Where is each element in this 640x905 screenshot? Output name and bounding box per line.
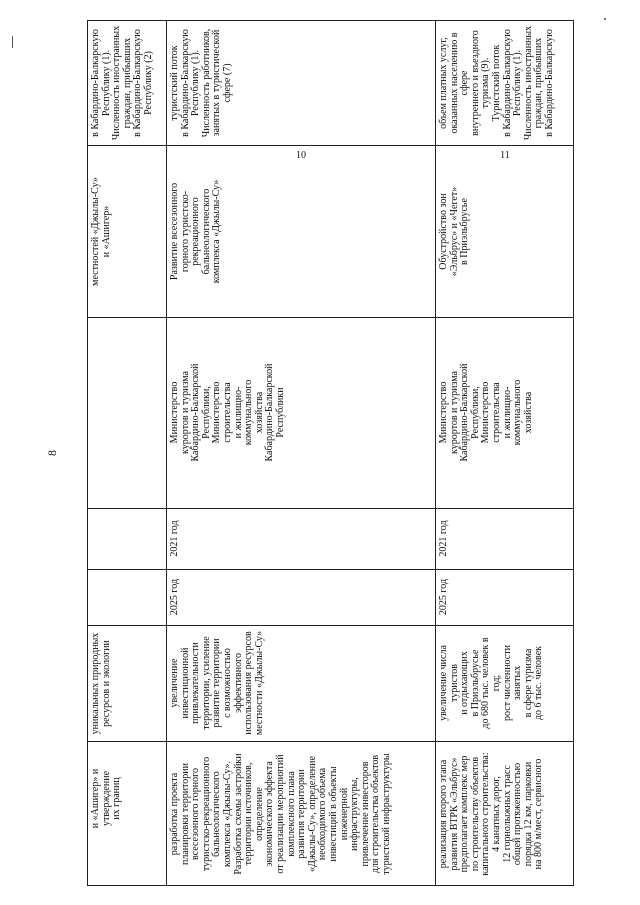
row10-start: 2021 год xyxy=(169,520,180,557)
continuation-goal: уникальных природных ресурсов и экологии xyxy=(90,632,112,735)
row11-name: Обустройство зон «Эльбрус» и «Чегет» в Приэльбрусье xyxy=(438,186,471,277)
row11-end: 2025 год xyxy=(438,578,449,616)
page-number: 8 xyxy=(45,450,59,456)
row10-goal: увеличение инвестиционной привлекательности территории, усиление развитие территории с возможностью эффективного использования ресурсов местности «Джылы-Су» xyxy=(169,630,265,736)
row11-responsible: Министерство курортов и туризма Кабардино-Балкарской Республики, Министерство строительства и жилищно- коммунального хозяйства xyxy=(438,363,534,462)
row10-indicators: туристский поток в Кабардино-Балкарскую Республику (1). Численность работников, занятых в туристической сфере (7) xyxy=(169,28,233,138)
row11-goal: увеличение числа туристов и отдыхающих в Приэльбрусье до 680 тыс. человек в год; рост численности занятых в сфере туризма до 6 тыс. человек xyxy=(438,637,545,729)
row11-start: 2021 год xyxy=(438,520,449,557)
row11-indicators: объем платных услуг, оказанных населению в сфере внутреннего и въездного туризма (9). Туристский поток в Кабардино-Балкарскую Республику (1). Численность иностранных граждан, прибывших в Кабардино-Балкарскую xyxy=(438,25,555,141)
row-number-11: 11 xyxy=(500,150,510,161)
row10-responsible: Министерство курортов и туризма Кабардино-Балкарской Республики, Министерство строительства и жилищно- коммунального хозяйства Кабардино-Балкарской Республики xyxy=(169,363,286,462)
row-number-10: 10 xyxy=(296,150,306,161)
row10-end: 2025 год xyxy=(169,578,180,616)
continuation-indicators: в Кабардино-Балкарскую Республику (1). Численность иностранных граждан, прибывших в Кабардино-Балкарскую Республику (2) xyxy=(90,25,154,141)
document-table xyxy=(87,20,574,886)
row10-measures: разработка проекта планировки территории всесезонного горного туристско-рекреационного бальнеологического комплекса «Джылы-Су». Разработка схемы застройки территории источников, определение экономического эффекта от реализации мероприятий комплексного плана развития территории «Джылы-Су», определение необходимого объема инвестиций в объекты инженерной инфраструктуры, привлечение инвесторов для строительства объектов туристской инфраструктуры xyxy=(169,753,392,875)
row10-name: Развитие всесезонного горного туристско- рекреационного бальнеологического комплекса «Джылы-Су» xyxy=(169,179,223,284)
scan-mark-left xyxy=(12,36,13,48)
scan-dot-right xyxy=(604,18,606,20)
continuation-measures: и «Ашигер» и утверждение их границ xyxy=(90,768,123,829)
row11-measures: реализация второго этапа развития ВТРК «Эльбрус» предполагает комплекс мер по строительству объектов капитального строительства: 4 канатных дорог, 12 горнолыжных трасс общей протяженностью порядка 12 км, парковки на 800 м/мест, сервисного xyxy=(438,752,545,876)
continuation-name: местностей «Джылы-Су» и «Ашигер» xyxy=(90,177,112,286)
